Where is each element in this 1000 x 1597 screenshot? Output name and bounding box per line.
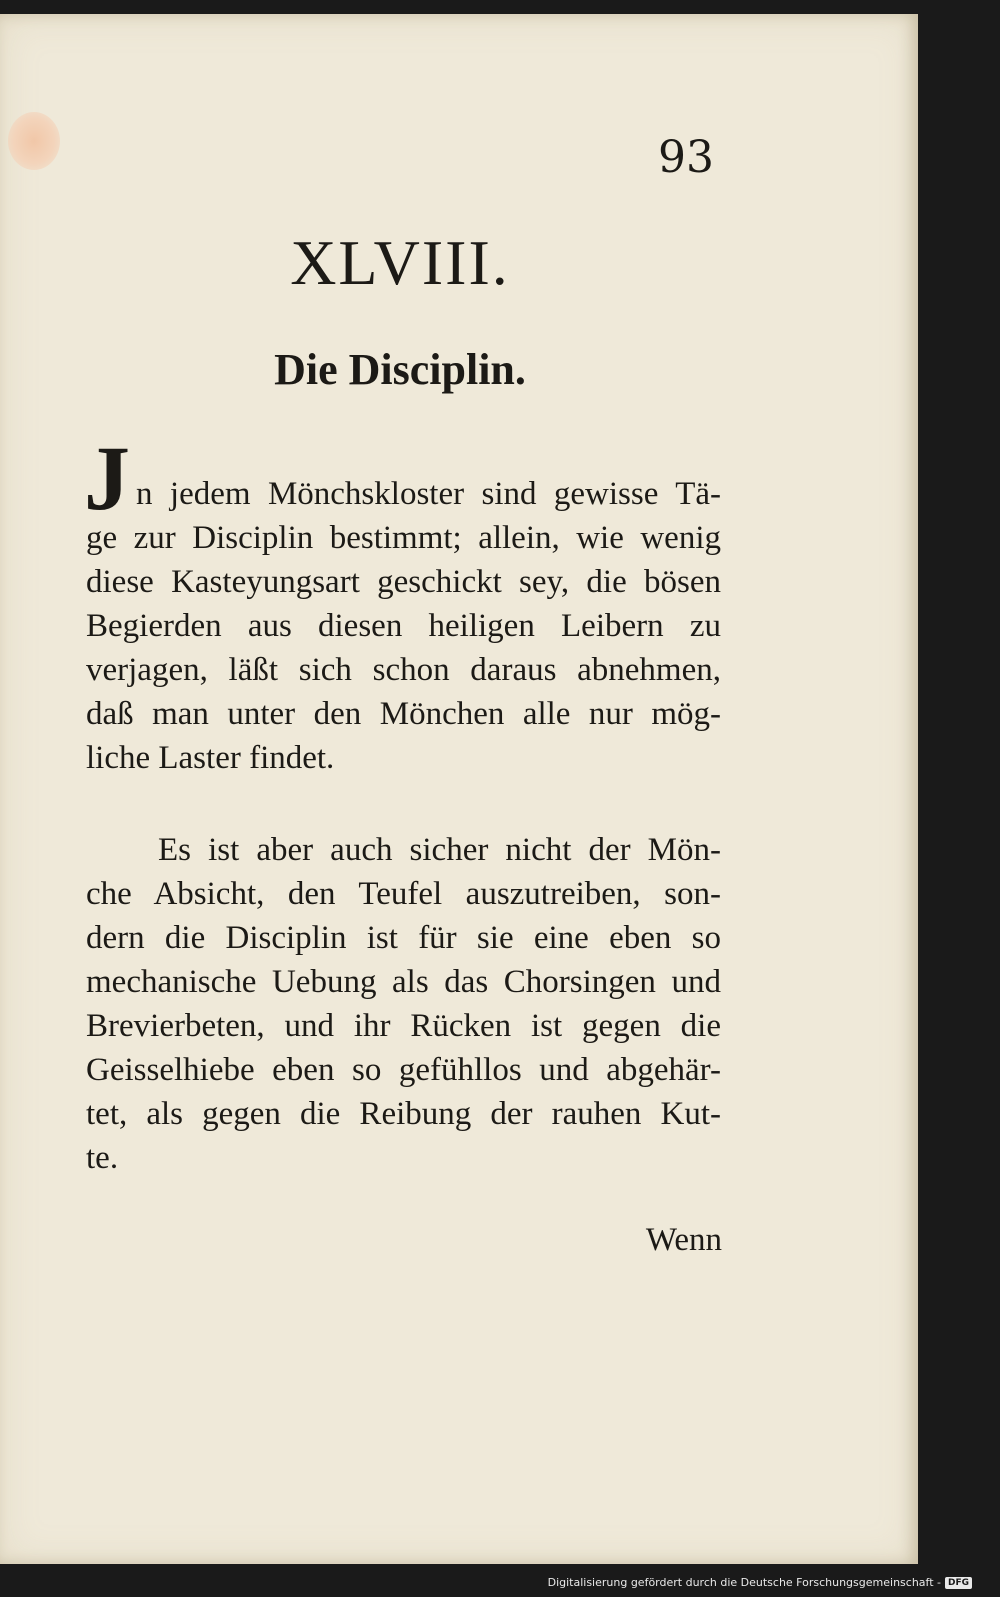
catchword: Wenn xyxy=(645,1222,722,1258)
text-line: Brevierbeten, und ihr Rücken ist gegen die xyxy=(86,1008,721,1044)
text-line: mechanische Uebung als das Chorsingen und xyxy=(86,964,721,1000)
text-line: Geisselhiebe eben so gefühllos und abgehär- xyxy=(86,1052,721,1088)
drop-cap: J xyxy=(84,427,130,529)
text-line: tet, als gegen die Reibung der rauhen Kut- xyxy=(86,1096,721,1132)
text-line: verjagen, läßt sich schon daraus abnehmen, xyxy=(86,652,721,688)
paragraph-1 xyxy=(86,472,721,780)
text-line: Begierden aus diesen heiligen Leibern zu xyxy=(86,608,721,644)
page-number: 93 xyxy=(658,132,714,183)
digitization-footer xyxy=(548,1576,972,1589)
chapter-number: XLVIII. xyxy=(290,227,510,298)
text-line: n jedem Mönchskloster sind gewisse Tä- xyxy=(136,476,721,512)
paragraph-2 xyxy=(86,828,721,1180)
footer-text: Digitalisierung gefördert durch die Deutsche Forschungsgemeinschaft - xyxy=(547,1576,941,1589)
text-line: diese Kasteyungsart geschickt sey, die bösen xyxy=(86,564,721,600)
text-line: Es ist aber auch sicher nicht der Mön- xyxy=(158,832,721,868)
chapter-title: Die Disciplin. xyxy=(274,345,526,394)
text-line: ge zur Disciplin bestimmt; allein, wie wenig xyxy=(86,520,721,556)
text-line: te. xyxy=(86,1140,119,1176)
text-line: dern die Disciplin ist für sie eine eben so xyxy=(86,920,721,956)
text-line: liche Laster findet. xyxy=(86,740,335,776)
book-page xyxy=(0,14,918,1564)
text-line: daß man unter den Mönchen alle nur mög- xyxy=(86,696,721,732)
paper-stain xyxy=(8,112,60,170)
text-line: che Absicht, den Teufel auszutreiben, son- xyxy=(86,876,721,912)
dfg-logo-icon: DFG xyxy=(945,1577,972,1589)
